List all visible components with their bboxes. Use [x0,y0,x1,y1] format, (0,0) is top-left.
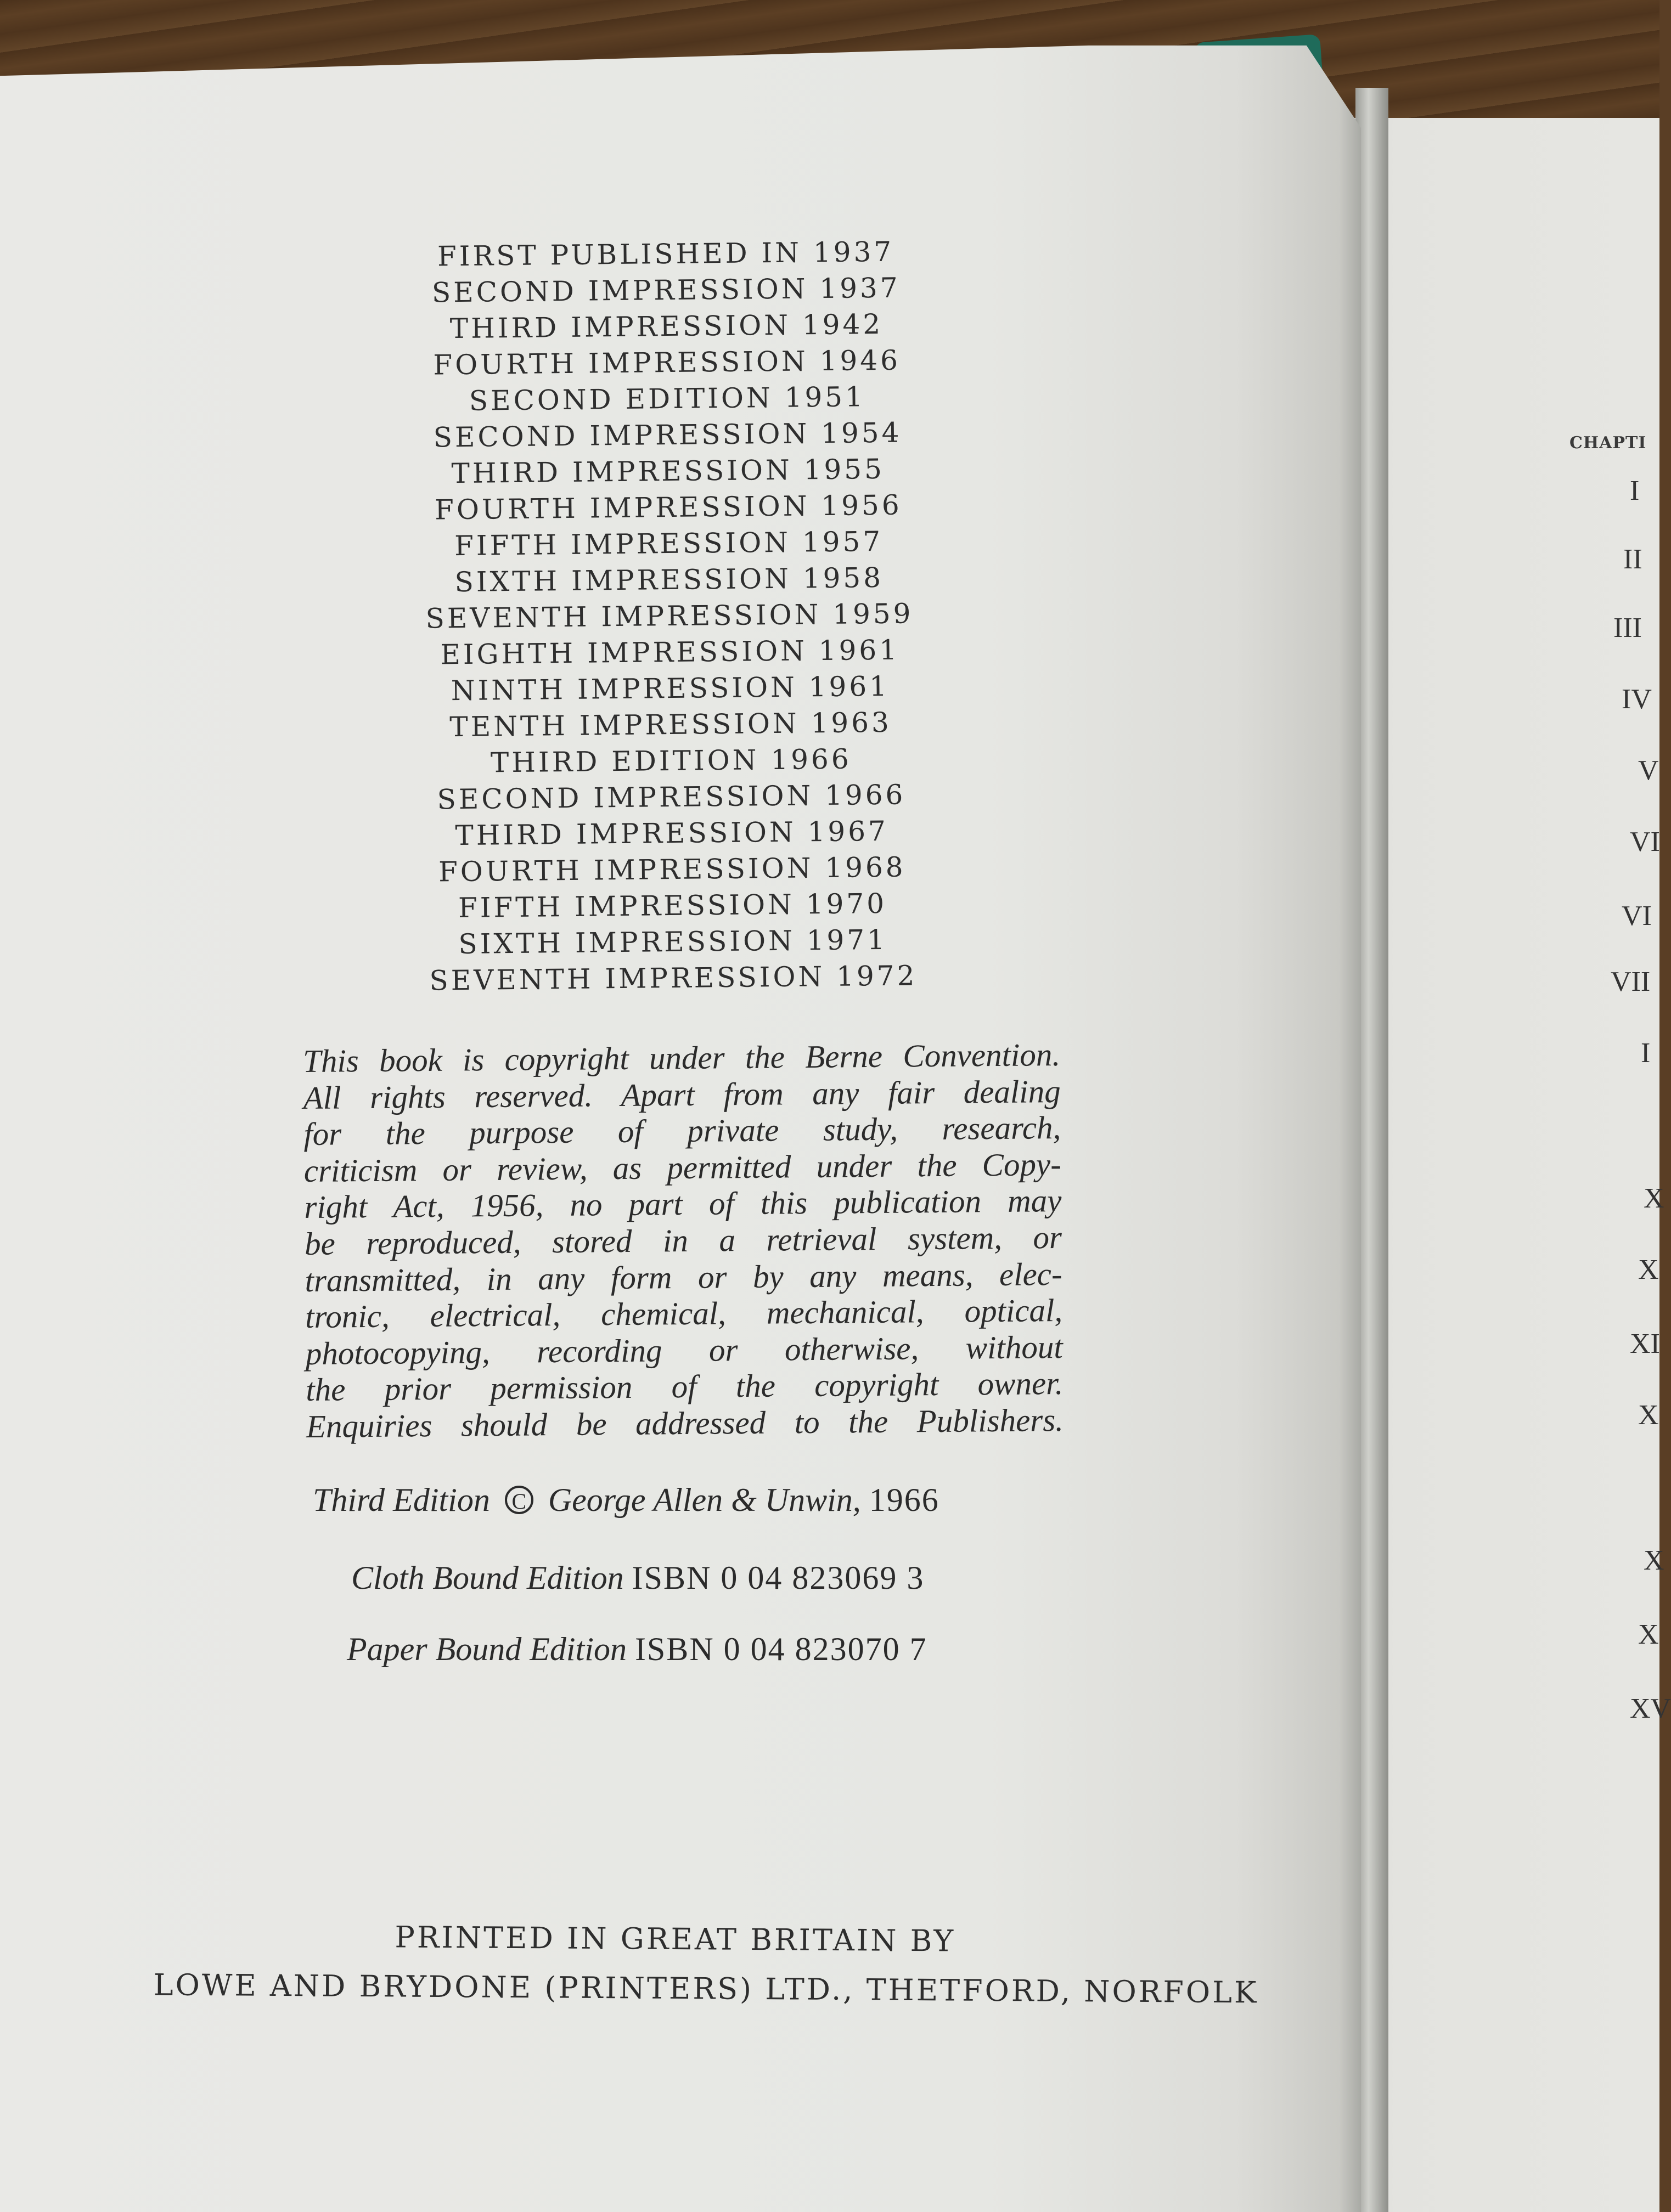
impression-line: SECOND IMPRESSION 1954 [433,416,902,454]
chapter-numeral: I [1641,1037,1651,1069]
copyright-line: Enquiries should be addressed to the Publishers. [306,1401,1064,1444]
chapter-numeral: X [1644,1183,1664,1214]
copyright-notice [303,1036,1064,1445]
impression-line: FOURTH IMPRESSION 1946 [433,344,901,381]
isbn-cloth-label: Cloth Bound Edition [351,1560,624,1596]
chapter-numeral: XV [1630,1693,1671,1724]
impression-line: FOURTH IMPRESSION 1968 [438,851,906,888]
impression-line: TENTH IMPRESSION 1963 [449,706,892,743]
chapter-numeral: III [1613,612,1642,644]
impression-line: THIRD IMPRESSION 1942 [449,308,884,345]
chapter-numeral: X [1638,1400,1659,1431]
chapter-numeral: IV [1622,684,1652,715]
chapter-numeral: I [1630,475,1640,506]
right-page-content [1344,118,1659,2212]
printer-line-1: PRINTED IN GREAT BRITAIN BY [395,1920,956,1959]
copyright-line: the prior permission of the copyright owner. [306,1365,1064,1408]
copyright-symbol-icon: C [505,1486,533,1514]
impression-line: SEVENTH IMPRESSION 1959 [425,597,914,635]
isbn-paper-label: Paper Bound Edition [347,1631,627,1667]
copyright-line: for the purpose of private study, research, [303,1109,1061,1153]
impression-line: SIXTH IMPRESSION 1958 [454,561,884,599]
isbn-paper-number: ISBN 0 04 823070 7 [634,1631,927,1667]
impression-line: EIGHTH IMPRESSION 1961 [440,634,900,671]
copyright-line: criticism or review, as permitted under the Copy- [303,1146,1062,1189]
isbn-cloth-number: ISBN 0 04 823069 3 [632,1560,925,1596]
chapter-numeral: VI [1630,826,1660,857]
copyright-line: All rights reserved. Apart from any fair dealing [303,1073,1061,1116]
impression-line: FIFTH IMPRESSION 1957 [454,525,884,562]
impression-line: FIFTH IMPRESSION 1970 [458,887,887,924]
chapter-numeral: II [1623,544,1642,575]
copyright-line: This book is copyright under the Berne Convention. [302,1036,1061,1080]
impression-line: THIRD IMPRESSION 1967 [455,815,889,852]
copyright-line: tronic, electrical, chemical, mechanical, optical, [305,1292,1063,1335]
impression-history-list [419,233,920,998]
impression-line: SECOND EDITION 1951 [469,381,866,417]
impression-line: FOURTH IMPRESSION 1956 [434,489,902,526]
copyright-line: right Act, 1956, no part of this publication may [304,1182,1062,1226]
impression-line: SEVENTH IMPRESSION 1972 [429,960,918,997]
isbn-paper-line [347,1630,927,1668]
impression-line: SIXTH IMPRESSION 1971 [458,923,888,961]
printer-line-2: LOWE AND BRYDONE (PRINTERS) LTD., THETFORD, NORFOLK [153,1967,1259,2010]
impression-line: THIRD IMPRESSION 1955 [451,453,885,490]
isbn-cloth-line [351,1559,924,1597]
chapter-numeral: VII [1611,966,1651,997]
chapter-numeral: VI [1622,900,1652,932]
edition-prefix: Third Edition [313,1482,490,1518]
chapter-numeral: X [1638,1619,1659,1650]
copyright-line: transmitted, in any form or by any means, elec- [305,1255,1062,1299]
impression-line: SECOND IMPRESSION 1966 [437,778,906,816]
impression-line: NINTH IMPRESSION 1961 [451,670,890,707]
chapter-numeral: XI [1630,1328,1660,1359]
copyright-line: be reproduced, stored in a retrieval system, or [304,1218,1062,1262]
impression-line: THIRD EDITION 1966 [490,743,852,779]
edition-copyright-line [313,1481,939,1519]
copyright-line: photocopying, recording or otherwise, without [305,1328,1064,1372]
printer-imprint [153,1911,1259,2017]
chapter-numeral: V [1638,755,1659,786]
publisher-name: George Allen & Unwin, [548,1482,861,1518]
impression-line: SECOND IMPRESSION 1937 [431,272,901,309]
chapter-numeral: X [1638,1254,1659,1285]
edition-year: 1966 [869,1482,939,1518]
impression-line: FIRST PUBLISHED IN 1937 [437,235,894,273]
chapter-numeral: X [1644,1545,1664,1576]
chapter-column-header: CHAPTI [1569,433,1647,453]
